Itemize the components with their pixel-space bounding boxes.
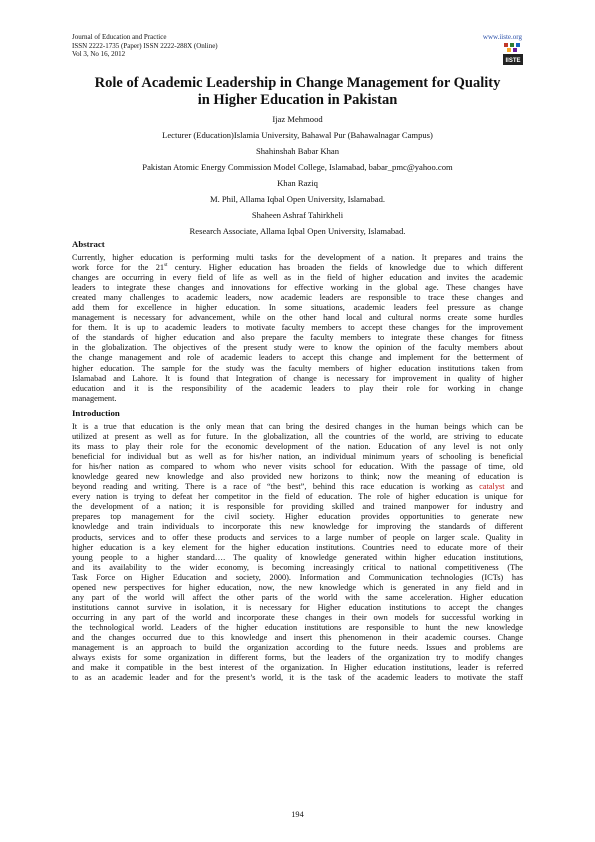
abstract-line: management.	[72, 393, 117, 403]
journal-name: Journal of Education and Practice	[72, 33, 167, 41]
intro-line: every nation is trying to defeat her competitor in the field of education. The role of higher education is unique for	[72, 492, 523, 502]
abstract-line: changes are occurring in every field of life as well as in the field of higher education and invites the academic	[72, 273, 523, 283]
intro-line: prepares top management for the civil society. Higher education provides opportunities to generate new	[72, 512, 523, 522]
paper-title	[60, 75, 535, 109]
intro-line: to as an academic leader and for the present’s world, it is the task of the academic leaders to motivate the staff	[72, 673, 523, 683]
intro-line: knowledge and train individuals to incorporate this new knowledge for improving the standards of different	[72, 522, 523, 532]
abstract-line: in the globalization. The objectives of the present study were to know the opinion of the faculty members about	[72, 343, 523, 353]
abstract-line: education and it is the responsibility of the academic leaders to play their role for working in change	[72, 383, 523, 393]
intro-line: and the changes occurred due to this knowledge and insert this phenomenon in their academic courses. Change	[72, 632, 523, 642]
abstract-line: work force for the 21st century. Higher education has broaden the fields of knowledge due to which different	[72, 263, 523, 273]
abstract-line: Currently, higher education is performing multi tasks for the development of a nation. It prepares and trains the	[72, 253, 523, 262]
page-number: 194	[291, 810, 304, 819]
journal-issn: ISSN 2222-1735 (Paper) ISSN 2222-288X (Online)	[72, 41, 218, 50]
intro-line: the technological world. Leaders of the higher education institutions are responsible to hunt the new knowledge	[72, 622, 523, 632]
catalyst-link[interactable]: catalyst	[479, 482, 505, 492]
intro-line: the development of a nation; it is responsible for providing skilled and trained manpower for industry and	[72, 502, 523, 512]
abstract-line: add them for excellence in higher education. In some situations, academic leaders feel pressure as change	[72, 303, 523, 313]
intro-line: beyond reading and writing. There is a race of “the best”, behind this race education is working as catalyst and	[72, 482, 523, 492]
intro-line: utilized at present as well as for future. In the globalization, all the countries of the world, are striving to educate	[72, 432, 523, 442]
abstract-line: of the standards of higher education and also prepare the faculty members to integrate these changes for fitness	[72, 333, 523, 343]
author-list	[72, 111, 523, 239]
title-line-1: Role of Academic Leadership in Change Management for Quality	[94, 75, 501, 91]
abstract-body	[72, 253, 523, 404]
author-name: Shaheen Ashraf Tahirkheli	[251, 210, 344, 220]
journal-website-link[interactable]: www.iiste.org	[482, 33, 522, 41]
author-name: Ijaz Mehmood	[272, 114, 323, 124]
abstract-line: management is necessary for advancement, while on the other hand local and cultural norms create some hurdles	[72, 313, 523, 323]
author-name: Shahinshah Babar Khan	[255, 146, 340, 156]
iiste-logo	[503, 42, 523, 66]
author-name: Khan Raziq	[277, 178, 318, 188]
abstract-line: higher education. The sample for the study was the faculty members of higher education institutions taken from	[72, 363, 523, 373]
abstract-line: for them. It is up to academic leaders to motivate faculty members to accept these changes for the improvement	[72, 323, 523, 333]
abstract-line: leaders to integrate these changes and innovations for effective working in the global age. These changes have	[72, 283, 523, 293]
author-affiliation: M. Phil, Allama Iqbal Open University, Islamabad.	[209, 194, 386, 204]
journal-volume: Vol 3, No 16, 2012	[72, 50, 126, 59]
intro-line: for his/her nation as compared to whom who never visits school for education. With the passage of time, old	[72, 462, 523, 472]
intro-line: higher education is a key element for the higher education institutions. Countries need to educate more of their	[72, 542, 523, 552]
intro-line: beneficial for individual but as well as for his/her nation, an individual minimum years of schooling is beneficial	[72, 452, 523, 462]
abstract-line: created many challenges to academic leaders, now academic leaders are responsible to trace these changes and	[72, 293, 523, 303]
author-affiliation: Research Associate, Allama Iqbal Open University, Islamabad.	[189, 226, 406, 236]
intro-line: any part of the world will affect the other parts of the world with the same acceleration. Higher education	[72, 592, 523, 602]
intro-line: and its availability to the wider economy, is becoming increasingly critical to national competitiveness (The	[72, 562, 523, 572]
intro-line: management is an approach to build the organization according to the future needs. Issues and problems are	[72, 643, 523, 653]
intro-line: young people to a higher standard…. The quality of knowledge generated within higher education institutions,	[72, 552, 523, 562]
intro-line: always exists for some organization in different forms, but the leaders of the organization try to modify changes	[72, 653, 523, 663]
svg-text:IISTE: IISTE	[505, 58, 521, 64]
introduction-body	[72, 422, 523, 683]
title-line-2: in Higher Education in Pakistan	[197, 92, 398, 108]
introduction-heading: Introduction	[72, 408, 120, 418]
intro-line: It is a true that education is the only mean that can bring the desired changes in the human beings which can be	[72, 422, 523, 431]
intro-line: institutions cannot survive in isolation, it is necessary for Higher education institutions to accept the changes	[72, 602, 523, 612]
intro-line: and make it compatible in the best interest of the organization. In Higher education institutions, leader is referred	[72, 663, 523, 673]
abstract-line: the change management and role of academic leaders to accept this change and implement for the betterment of	[72, 353, 523, 363]
author-affiliation: Lecturer (Education)Islamia University, Bahawal Pur (Bahawalnagar Campus)	[162, 130, 433, 140]
intro-line: products, services and to offer these products and services to a large number of people on larger scale. Quality in	[72, 532, 523, 542]
abstract-heading: Abstract	[72, 239, 105, 249]
journal-header	[72, 33, 218, 59]
abstract-line: Islamabad and Lahore. It is found that Integration of change is necessary for improvement in quality of higher	[72, 373, 523, 383]
intro-line: occurring in any part of the world and incorporate these changes in their own models for successful working in	[72, 612, 523, 622]
author-affiliation: Pakistan Atomic Energy Commission Model College, Islamabad, babar_pmc@yahoo.com	[142, 162, 453, 172]
intro-line: its mass to play their role for the economic development of the nation. Education of any level is not only	[72, 442, 523, 452]
intro-line: Task Force on Higher Education and society, 2000). Information and Communication technologies (ICTs) has	[72, 572, 523, 582]
intro-line: opened new perspectives for higher education, now, the new knowledge which is generated in any field and in	[72, 582, 523, 592]
intro-line: knowledge geared new knowledge and also provided new horizons to think; now the meaning of education is	[72, 472, 523, 482]
